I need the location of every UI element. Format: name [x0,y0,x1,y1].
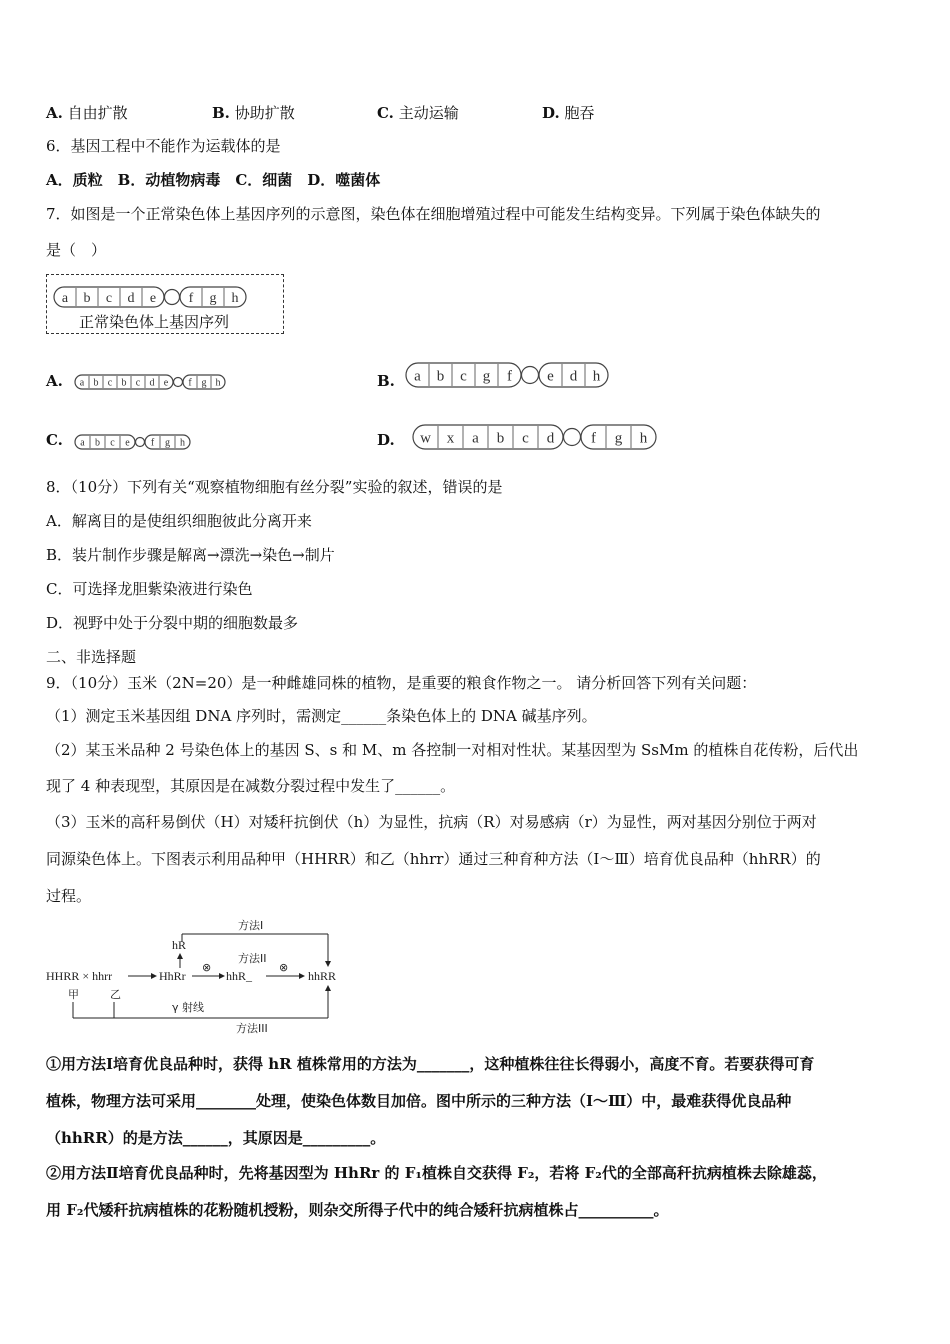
gene-label: f [507,368,512,385]
gene-label: e [163,377,169,389]
q5-option-c [377,102,459,123]
q7-stem-line2: 是（ ） [46,241,107,259]
gene-label: c [105,291,113,307]
gene-label: c [107,377,113,389]
gene-label: d [127,291,135,307]
q9-sub2-line2: 用 F₂代矮秆抗病植株的花粉随机授粉，则杂交所得子代中的纯合矮秆抗病植株占__________。 [46,1201,669,1219]
q7-option-a-label: A. [46,372,63,390]
chromosome-svg [53,286,251,308]
q8-stem: 8．（10分）下列有关“观察植物细胞有丝分裂”实验的叙述，错误的是 [46,478,503,496]
yi-label: 乙 [110,988,121,1001]
q9-part2-line1: （2）某玉米品种 2 号染色体上的基因 S、s 和 M、m 各控制一对相对性状。某基因型为 SsMm 的植株自花传粉，后代出 [46,741,859,759]
method2-label: 方法II [238,952,267,965]
gene-label: d [569,368,578,385]
self-symbol-1: ⊗ [202,961,212,974]
figure-caption: 正常染色体上基因序列 [79,313,230,331]
gene-label: b [496,430,505,447]
gene-label: a [79,377,85,389]
q5-option-b [212,102,295,123]
gene-label: w [420,430,431,447]
gene-label: f [150,437,155,449]
q6-stem: 6．基因工程中不能作为运载体的是 [46,137,281,155]
q7-option-a-chromosome [74,374,230,394]
q8-option-c: C．可选择龙胆紫染液进行染色 [46,580,253,598]
q9-part1: （1）测定玉米基因组 DNA 序列时，需测定______条染色体上的 DNA 碱基序列。 [46,707,597,725]
gene-label: f [188,377,192,389]
gene-label: b [121,377,127,389]
gene-label: d [546,430,555,447]
q9-part3-line2: 同源染色体上。下图表示利用品种甲（HHRR）和乙（hhrr）通过三种育种方法（Ⅰ～Ⅲ）培育优良品种（hhRR）的 [46,850,821,868]
gene-label: g [482,368,491,385]
option-label: B. [212,104,230,122]
q7-stem-line1: 7．如图是一个正常染色体上基因序列的示意图，染色体在细胞增殖过程中可能发生结构变异。下列属于染色体缺失的 [46,205,821,223]
gene-label: b [436,368,445,385]
option-text: 协助扩散 [234,104,295,122]
normal-chromosome [53,286,251,312]
option-text: 自由扩散 [67,104,128,122]
q7-option-c-chromosome [74,434,195,454]
gene-label: h [639,430,648,447]
gene-label: g [614,430,623,447]
option-text: 主动运输 [398,104,459,122]
method3-label: 方法III [236,1022,268,1035]
hhRR-label: hhRR [308,969,337,983]
gene-label: h [180,437,185,449]
HhRr-label: HhRr [159,969,186,983]
centromere [174,378,183,387]
gene-label: f [591,430,596,447]
gene-label: a [472,430,479,447]
q5-option-d [542,102,595,123]
gene-label: e [125,437,130,449]
gene-label: c [110,437,115,449]
q7-option-b-label: B. [377,372,395,390]
gene-label: c [460,368,467,385]
gene-label: b [95,437,100,449]
q7-option-c-label: C. [46,431,63,449]
q7-option-d-label: D. [377,431,395,449]
chromosome-svg [74,374,230,390]
hR-label: hR [172,938,187,952]
q9-part2-line2: 现了 4 种表现型，其原因是在减数分裂过程中发生了______。 [46,777,456,795]
gene-label: h [592,368,601,385]
q6-options: A．质粒 B．动植物病毒 C．细菌 D．噬菌体 [46,171,381,189]
gene-label: e [547,368,554,385]
hhR-label: hhR_ [226,969,253,983]
gene-label: f [188,291,194,307]
gamma-label: γ 射线 [172,1001,205,1014]
self-symbol-2: ⊗ [279,961,289,974]
gene-label: h [215,377,221,389]
option-text: 胞吞 [564,104,595,122]
option-label: A. [46,104,63,122]
q5-option-a [46,102,128,123]
q9-part3-line1: （3）玉米的高秆易倒伏（H）对矮秆抗倒伏（h）为显性，抗病（R）对易感病（r）为显性，两对基因分别位于两对 [46,813,817,831]
option-label: C. [377,104,394,122]
gene-label: g [209,291,217,307]
gene-label: g [201,377,207,389]
gene-label: c [522,430,529,447]
gene-label: x [446,430,455,447]
chromosome-svg [74,434,195,450]
q9-sub2-line1: ②用方法Ⅱ培育优良品种时，先将基因型为 HhRr 的 F₁植株自交获得 F₂，若将 F₂代的全部高秆抗病植株去除雄蕊， [46,1164,827,1182]
normal-chromosome-figure [46,274,284,334]
q7-option-b-chromosome [405,362,613,392]
q8-option-d: D．视野中处于分裂中期的细胞数最多 [46,614,299,632]
method1-label: 方法I [238,919,264,932]
q9-stem: 9．（10分）玉米（2N=20）是一种雌雄同株的植物，是重要的粮食作物之一。 请分析回答下列有关问题： [46,674,757,692]
q8-option-b: B．装片制作步骤是解离→漂洗→染色→制片 [46,546,335,564]
gene-label: a [414,368,421,385]
gene-label: c [135,377,141,389]
gene-label: d [149,377,155,389]
q8-option-a: A．解离目的是使组织细胞彼此分离开来 [46,512,312,530]
gene-label: g [165,437,170,449]
centromere [522,367,539,384]
gene-label: e [149,291,157,307]
breeding-diagram [46,914,346,1036]
gene-label: h [231,291,239,307]
chromosome-svg [412,424,661,450]
q9-sub1-line2: 植株，物理方法可采用________处理，使染色体数目加倍。图中所示的三种方法（Ⅰ～Ⅲ）中，最难获得优良品种 [46,1092,792,1110]
q9-sub1-line1: ①用方法Ⅰ培育优良品种时，获得 hR 植株常用的方法为_______，这种植株往往长得弱小，高度不育。若要获得可育 [46,1055,815,1073]
gene-label: a [61,291,69,307]
cross-label: HHRR × hhrr [46,969,113,983]
gene-label: b [83,291,91,307]
q9-part3-line3: 过程。 [46,887,92,905]
q9-sub1-line3: （hhRR）的是方法______，其原因是_________。 [46,1129,386,1147]
option-label: D. [542,104,560,122]
jia-label: 甲 [68,988,79,1001]
q7-option-d-chromosome [412,424,661,454]
chromosome-svg [405,362,613,388]
centromere [165,290,180,305]
centromere [136,438,145,447]
section-heading: 二、非选择题 [46,648,137,666]
gene-label: a [80,437,85,449]
gene-label: b [93,377,99,389]
centromere [564,429,581,446]
